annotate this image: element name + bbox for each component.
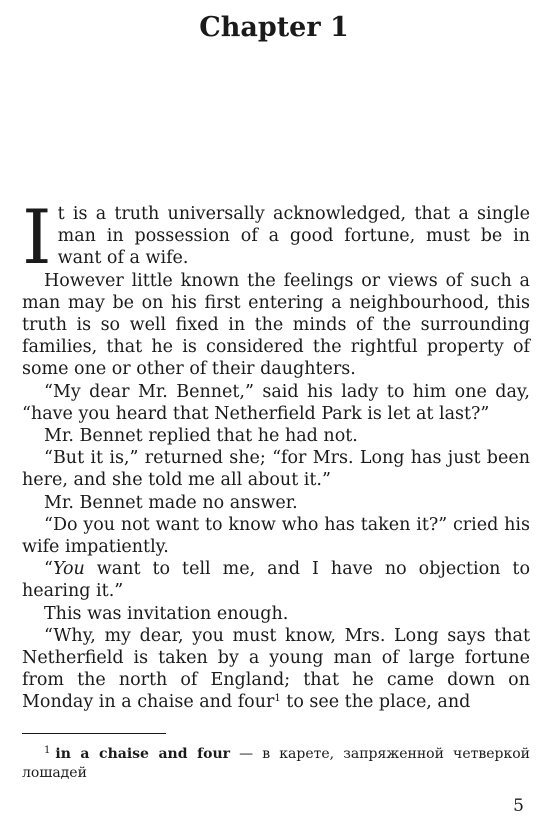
- paragraph-6: Mr. Bennet made no answer.: [44, 492, 298, 513]
- paragraph-8: [22, 558, 530, 602]
- chapter-title: Chapter 1: [199, 12, 349, 43]
- paragraph-3: “My dear Mr. Bennet,” said his lady to him one day, “have you heard that Netherfield Park is let at last?”: [22, 381, 530, 424]
- footnote-divider: [22, 733, 166, 734]
- footnote-term: in a chaise and four: [55, 746, 230, 762]
- drop-cap: I: [22, 193, 52, 281]
- chapter-body: [22, 193, 530, 714]
- footnote: [22, 745, 530, 783]
- footnote-reference[interactable]: 1: [274, 693, 281, 705]
- footnote-number: 1: [44, 745, 51, 756]
- paragraph-1: [22, 193, 530, 281]
- paragraph-4: Mr. Bennet replied that he had not.: [44, 426, 358, 447]
- footnote-separator: —: [230, 746, 263, 762]
- open-quote: “: [44, 559, 53, 580]
- paragraph-10: [22, 625, 530, 714]
- paragraph-10-text-before: “Why, my dear, you must know, Mrs. Long says that Netherfield is taken by a young man of large fortune from the north of England; that he came down on Monday in a chaise and four: [22, 625, 530, 713]
- paragraph-1-text: t is a truth universally acknowledged, that a single man in possession of a good fortune, must be in want of a wife.: [57, 204, 530, 269]
- emphasized-word: You: [52, 559, 85, 580]
- paragraph-2: However little known the feelings or views of such a man may be on his first entering a neighbourhood, this truth is so well fixed in the minds of the surrounding families, that he is considered the rightful property of some one or other of their daughters.: [22, 270, 530, 380]
- paragraph-5: “But it is,” returned she; “for Mrs. Long has just been here, and she told me all about it.”: [22, 448, 530, 491]
- paragraph-8-text: want to tell me, and I have no objection to hearing it.”: [22, 559, 530, 602]
- paragraph-10-text-after: to see the place, and: [280, 692, 471, 713]
- paragraph-9: This was invitation enough.: [44, 603, 289, 624]
- paragraph-7: “Do you not want to know who has taken it?” cried his wife impatiently.: [22, 514, 530, 558]
- page-number: 5: [513, 796, 524, 816]
- footnote-translation: в карете, запряженной четверкой лошадей: [22, 746, 530, 781]
